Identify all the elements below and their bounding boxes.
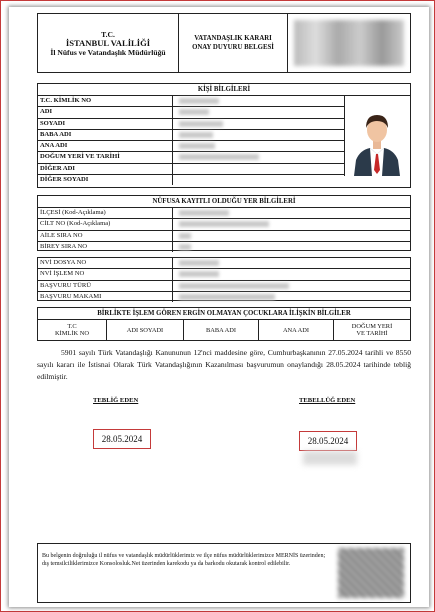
table-row: [38, 164, 346, 175]
row-label: ANA ADI: [38, 141, 173, 151]
table-row: [38, 292, 410, 302]
table-row: [38, 231, 410, 242]
row-label: DİĞER ADI: [38, 164, 173, 174]
document-header: [37, 13, 411, 73]
children-info-section: [37, 307, 411, 341]
verification-footer: [37, 543, 411, 603]
row-label: ADI: [38, 107, 173, 117]
signature-blurred: [303, 451, 357, 465]
table-row: [38, 119, 346, 130]
personal-info-title: KİŞİ BİLGİLERİ: [38, 84, 410, 96]
row-label: BABA ADI: [38, 130, 173, 140]
table-row: [38, 269, 410, 280]
table-row: [38, 242, 410, 252]
table-row: [38, 152, 346, 163]
row-label: BAŞVURU MAKAMI: [38, 292, 173, 302]
application-info-section: [37, 257, 411, 301]
notifier-date: 28.05.2024: [93, 429, 151, 449]
col-tc-kimlik: T.C KİMLİK NO: [38, 320, 107, 340]
row-label: BAŞVURU TÜRÜ: [38, 281, 173, 291]
doc-title-line-2: ONAY DUYURU BELGESİ: [192, 44, 274, 51]
col-ana-adi: ANA ADI: [259, 320, 334, 340]
children-info-title: BİRLİKTE İŞLEM GÖREN ERGİN OLMAYAN ÇOCUKLARA İLİŞKİN BİLGİLER: [38, 308, 410, 320]
doc-title-line-1: VATANDAŞLIK KARARI: [194, 35, 272, 42]
row-label: SOYADI: [38, 119, 173, 129]
row-label: DOĞUM YERİ VE TARİHİ: [38, 152, 173, 162]
recipient-date: 28.05.2024: [299, 431, 357, 451]
row-label: CİLT NO (Kod-Açıklama): [38, 219, 173, 229]
statement-text: 5901 sayılı Türk Vatandaşlığı Kanununun 12'nci maddesine göre, Cumhurbaşkanının 27.05.2024 tarihli ve 8550 sayılı kararı ile İstisnai Olarak Türk Vatandaşlığının Kazanılması başvurumun onaylandığı 28.05.2024 tarihinde tebliğ edilmiştir.: [37, 348, 411, 381]
barcode-area: [288, 14, 410, 72]
col-baba-adi: BABA ADI: [184, 320, 259, 340]
row-label: AİLE SIRA NO: [38, 231, 173, 241]
row-label: DİĞER SOYADI: [38, 175, 173, 185]
personal-info-section: [37, 83, 411, 188]
table-row: [38, 107, 346, 118]
registry-info-section: [37, 195, 411, 251]
photo-area: [344, 96, 409, 176]
verification-note: Bu belgenin doğruluğu il nüfus ve vatandaşlık müdürlüklerimiz ve ilçe nüfus müdürlüklerimizce MERNİS üzerinden; dış temsilciliklerimizce Konsolosluk.Net üzerinden karekodu ya da barkodu okutarak kontrol edilebilir.: [42, 553, 326, 567]
row-label: İLÇESİ (Kod-Açıklama): [38, 208, 173, 218]
table-row: [38, 130, 346, 141]
qr-code-blurred: [338, 548, 404, 598]
recipient-label: TEBELLÜĞ EDEN: [299, 397, 356, 404]
table-row: [38, 281, 410, 292]
personal-info-rows: [38, 96, 346, 185]
avatar: [352, 104, 402, 176]
table-row: [38, 219, 410, 230]
row-label: T.C. KİMLİK NO: [38, 96, 173, 106]
barcode-blurred: [294, 20, 404, 66]
governorship-label: İSTANBUL VALİLİĞİ: [65, 37, 151, 48]
table-row: [38, 208, 410, 219]
table-row: [38, 96, 346, 107]
directorate-label: İl Nüfus ve Vatandaşlık Müdürlüğü: [50, 47, 166, 57]
children-table-header: [38, 320, 410, 340]
registry-info-title: NÜFUSA KAYITLI OLDUĞU YER BİLGİLERİ: [38, 196, 410, 208]
issuer-block: [38, 14, 179, 72]
table-row: [38, 258, 410, 269]
row-label: BİREY SIRA NO: [38, 242, 173, 252]
row-label: NVİ DOSYA NO: [38, 258, 173, 268]
notifier-label: TEBLİĞ EDEN: [93, 397, 139, 404]
table-row: [38, 175, 346, 185]
row-label: NVİ İŞLEM NO: [38, 269, 173, 279]
document-sheet: [9, 7, 429, 607]
document-title-block: [179, 14, 288, 72]
col-dogum-yeri: DOĞUM YERİ VE TARİHİ: [351, 323, 393, 337]
table-row: [38, 141, 346, 152]
col-adi-soyadi: ADI SOYADI: [107, 320, 184, 340]
tc-label: T.C.: [101, 29, 115, 39]
